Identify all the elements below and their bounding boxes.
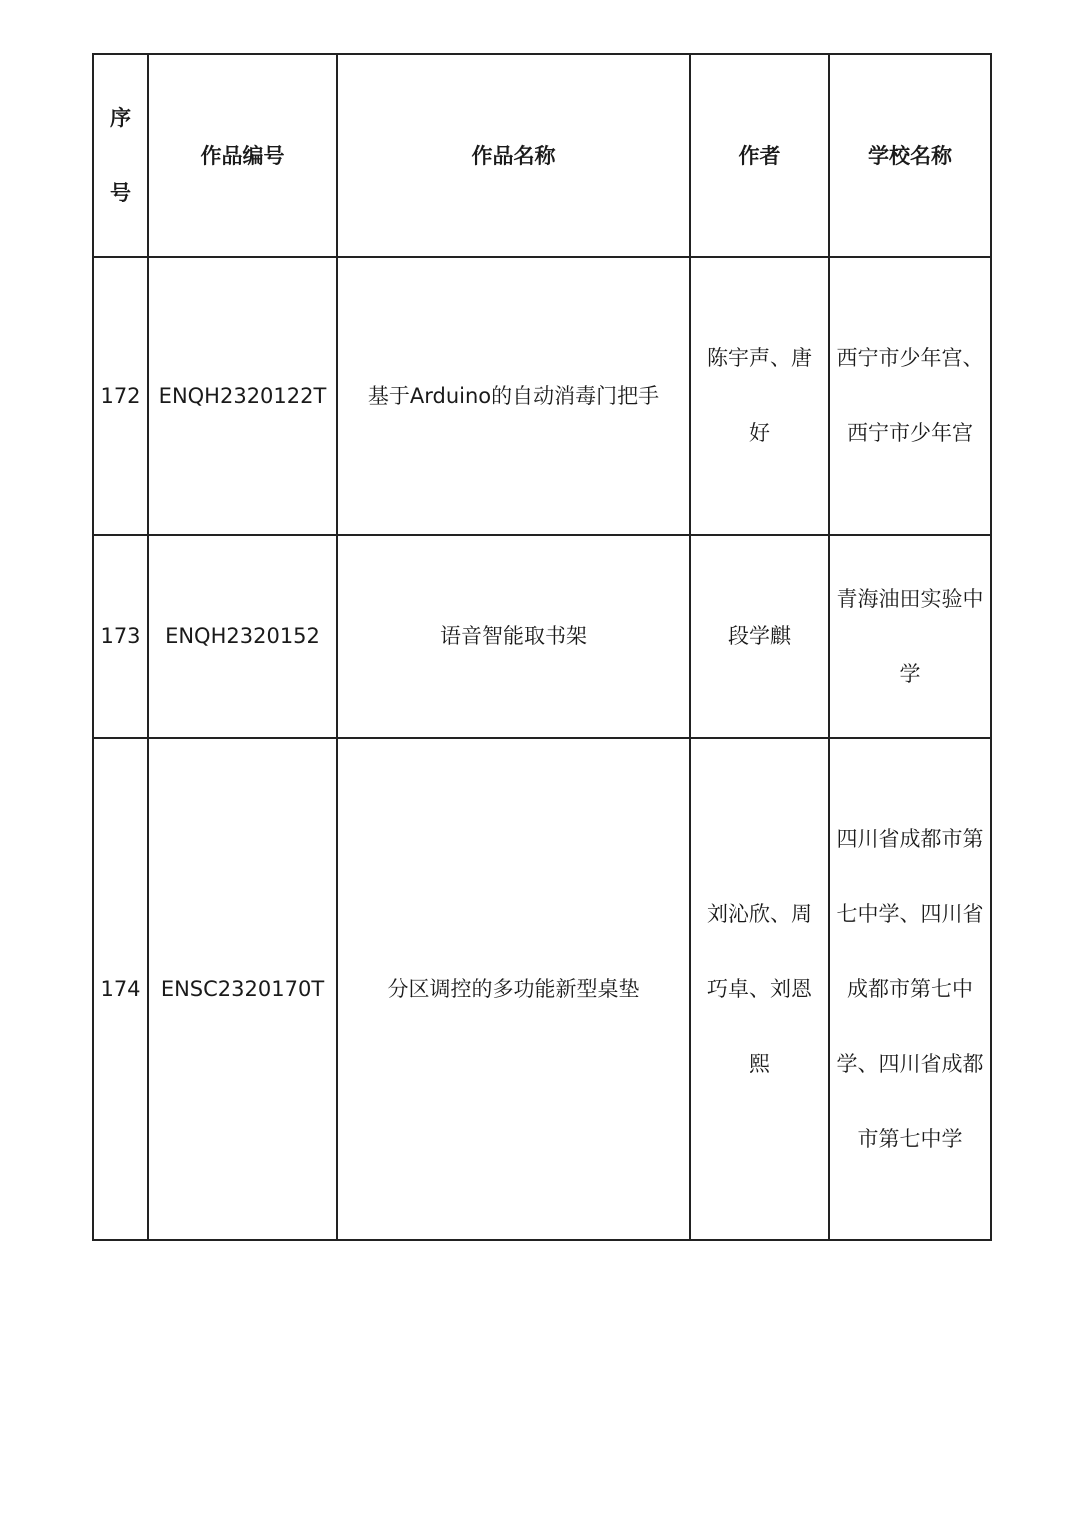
header-author: 作者: [690, 54, 829, 257]
table-header-row: [93, 54, 991, 257]
cell-seq: 173: [93, 535, 148, 738]
table-row: [93, 738, 991, 1240]
cell-code: ENQH2320122T: [148, 257, 337, 535]
cell-title: 分区调控的多功能新型桌垫: [337, 738, 690, 1240]
header-seq: 序号: [93, 54, 148, 257]
table-row: [93, 535, 991, 738]
cell-title: 基于Arduino的自动消毒门把手: [337, 257, 690, 535]
cell-school: 四川省成都市第七中学、四川省成都市第七中学、四川省成都市第七中学: [829, 738, 991, 1240]
cell-code: ENSC2320170T: [148, 738, 337, 1240]
header-title: 作品名称: [337, 54, 690, 257]
table-row: [93, 257, 991, 535]
cell-school: 青海油田实验中学: [829, 535, 991, 738]
cell-seq: 172: [93, 257, 148, 535]
header-school: 学校名称: [829, 54, 991, 257]
cell-school: 西宁市少年宫、西宁市少年宫: [829, 257, 991, 535]
cell-code: ENQH2320152: [148, 535, 337, 738]
cell-title: 语音智能取书架: [337, 535, 690, 738]
cell-seq: 174: [93, 738, 148, 1240]
award-table: [92, 53, 992, 1241]
cell-author: 刘沁欣、周巧卓、刘恩熙: [690, 738, 829, 1240]
header-code: 作品编号: [148, 54, 337, 257]
cell-author: 陈宇声、唐好: [690, 257, 829, 535]
cell-author: 段学麒: [690, 535, 829, 738]
